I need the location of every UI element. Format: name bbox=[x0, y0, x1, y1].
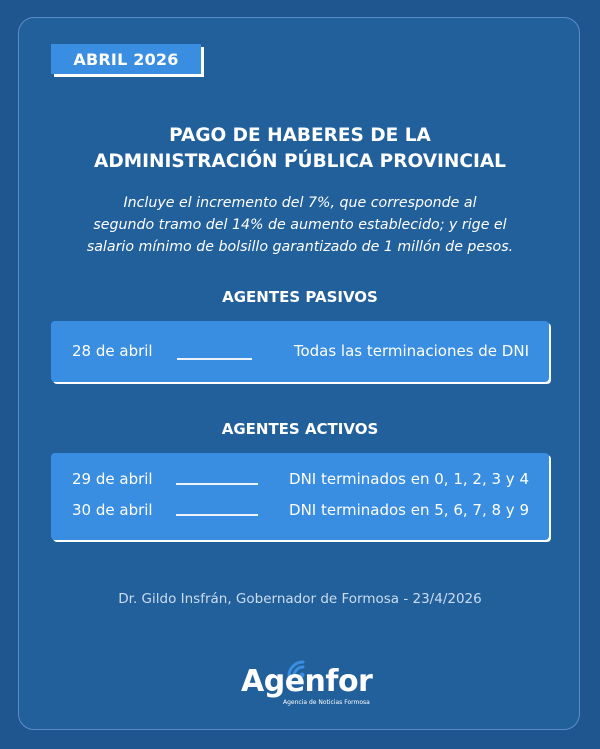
page-title bbox=[0, 123, 600, 175]
payment-date: 30 de abril bbox=[72, 501, 153, 519]
dni-description: DNI terminados en 5, 6, 7, 8 y 9 bbox=[289, 501, 529, 519]
subtitle-line-3: salario mínimo de bolsillo garantizado de 1 millón de pesos. bbox=[86, 239, 514, 255]
schedule-row bbox=[51, 342, 549, 364]
month-badge: ABRIL 2026 bbox=[51, 44, 201, 74]
logo-wordmark: Agenfor bbox=[241, 664, 373, 699]
separator-line bbox=[176, 514, 258, 516]
schedule-row bbox=[51, 501, 549, 523]
active-agents-heading: AGENTES ACTIVOS bbox=[221, 420, 379, 438]
title-line-1: PAGO DE HABERES DE LA bbox=[169, 125, 431, 146]
subtitle-line-2: segundo tramo del 14% de aumento establecido; y rige el bbox=[93, 217, 507, 233]
active-schedule-panel bbox=[51, 453, 549, 540]
agenfor-logo bbox=[241, 656, 371, 712]
passive-schedule-panel bbox=[51, 321, 549, 382]
payment-date: 28 de abril bbox=[72, 342, 153, 360]
dni-description: DNI terminados en 0, 1, 2, 3 y 4 bbox=[289, 470, 529, 488]
title-line-2: ADMINISTRACIÓN PÚBLICA PROVINCIAL bbox=[94, 151, 506, 172]
subtitle-line-1: Incluye el incremento del 7%, que corresponde al bbox=[123, 195, 477, 211]
subtitle bbox=[0, 192, 600, 258]
signature-line: Dr. Gildo Insfrán, Gobernador de Formosa - 23/4/2026 bbox=[118, 591, 482, 607]
dni-description: Todas las terminaciones de DNI bbox=[293, 342, 529, 360]
schedule-row bbox=[51, 470, 549, 492]
logo-tagline: Agencia de Noticias Formosa bbox=[283, 699, 370, 706]
separator-line bbox=[177, 358, 252, 360]
passive-agents-heading: AGENTES PASIVOS bbox=[222, 288, 378, 306]
payment-date: 29 de abril bbox=[72, 470, 153, 488]
separator-line bbox=[176, 483, 258, 485]
